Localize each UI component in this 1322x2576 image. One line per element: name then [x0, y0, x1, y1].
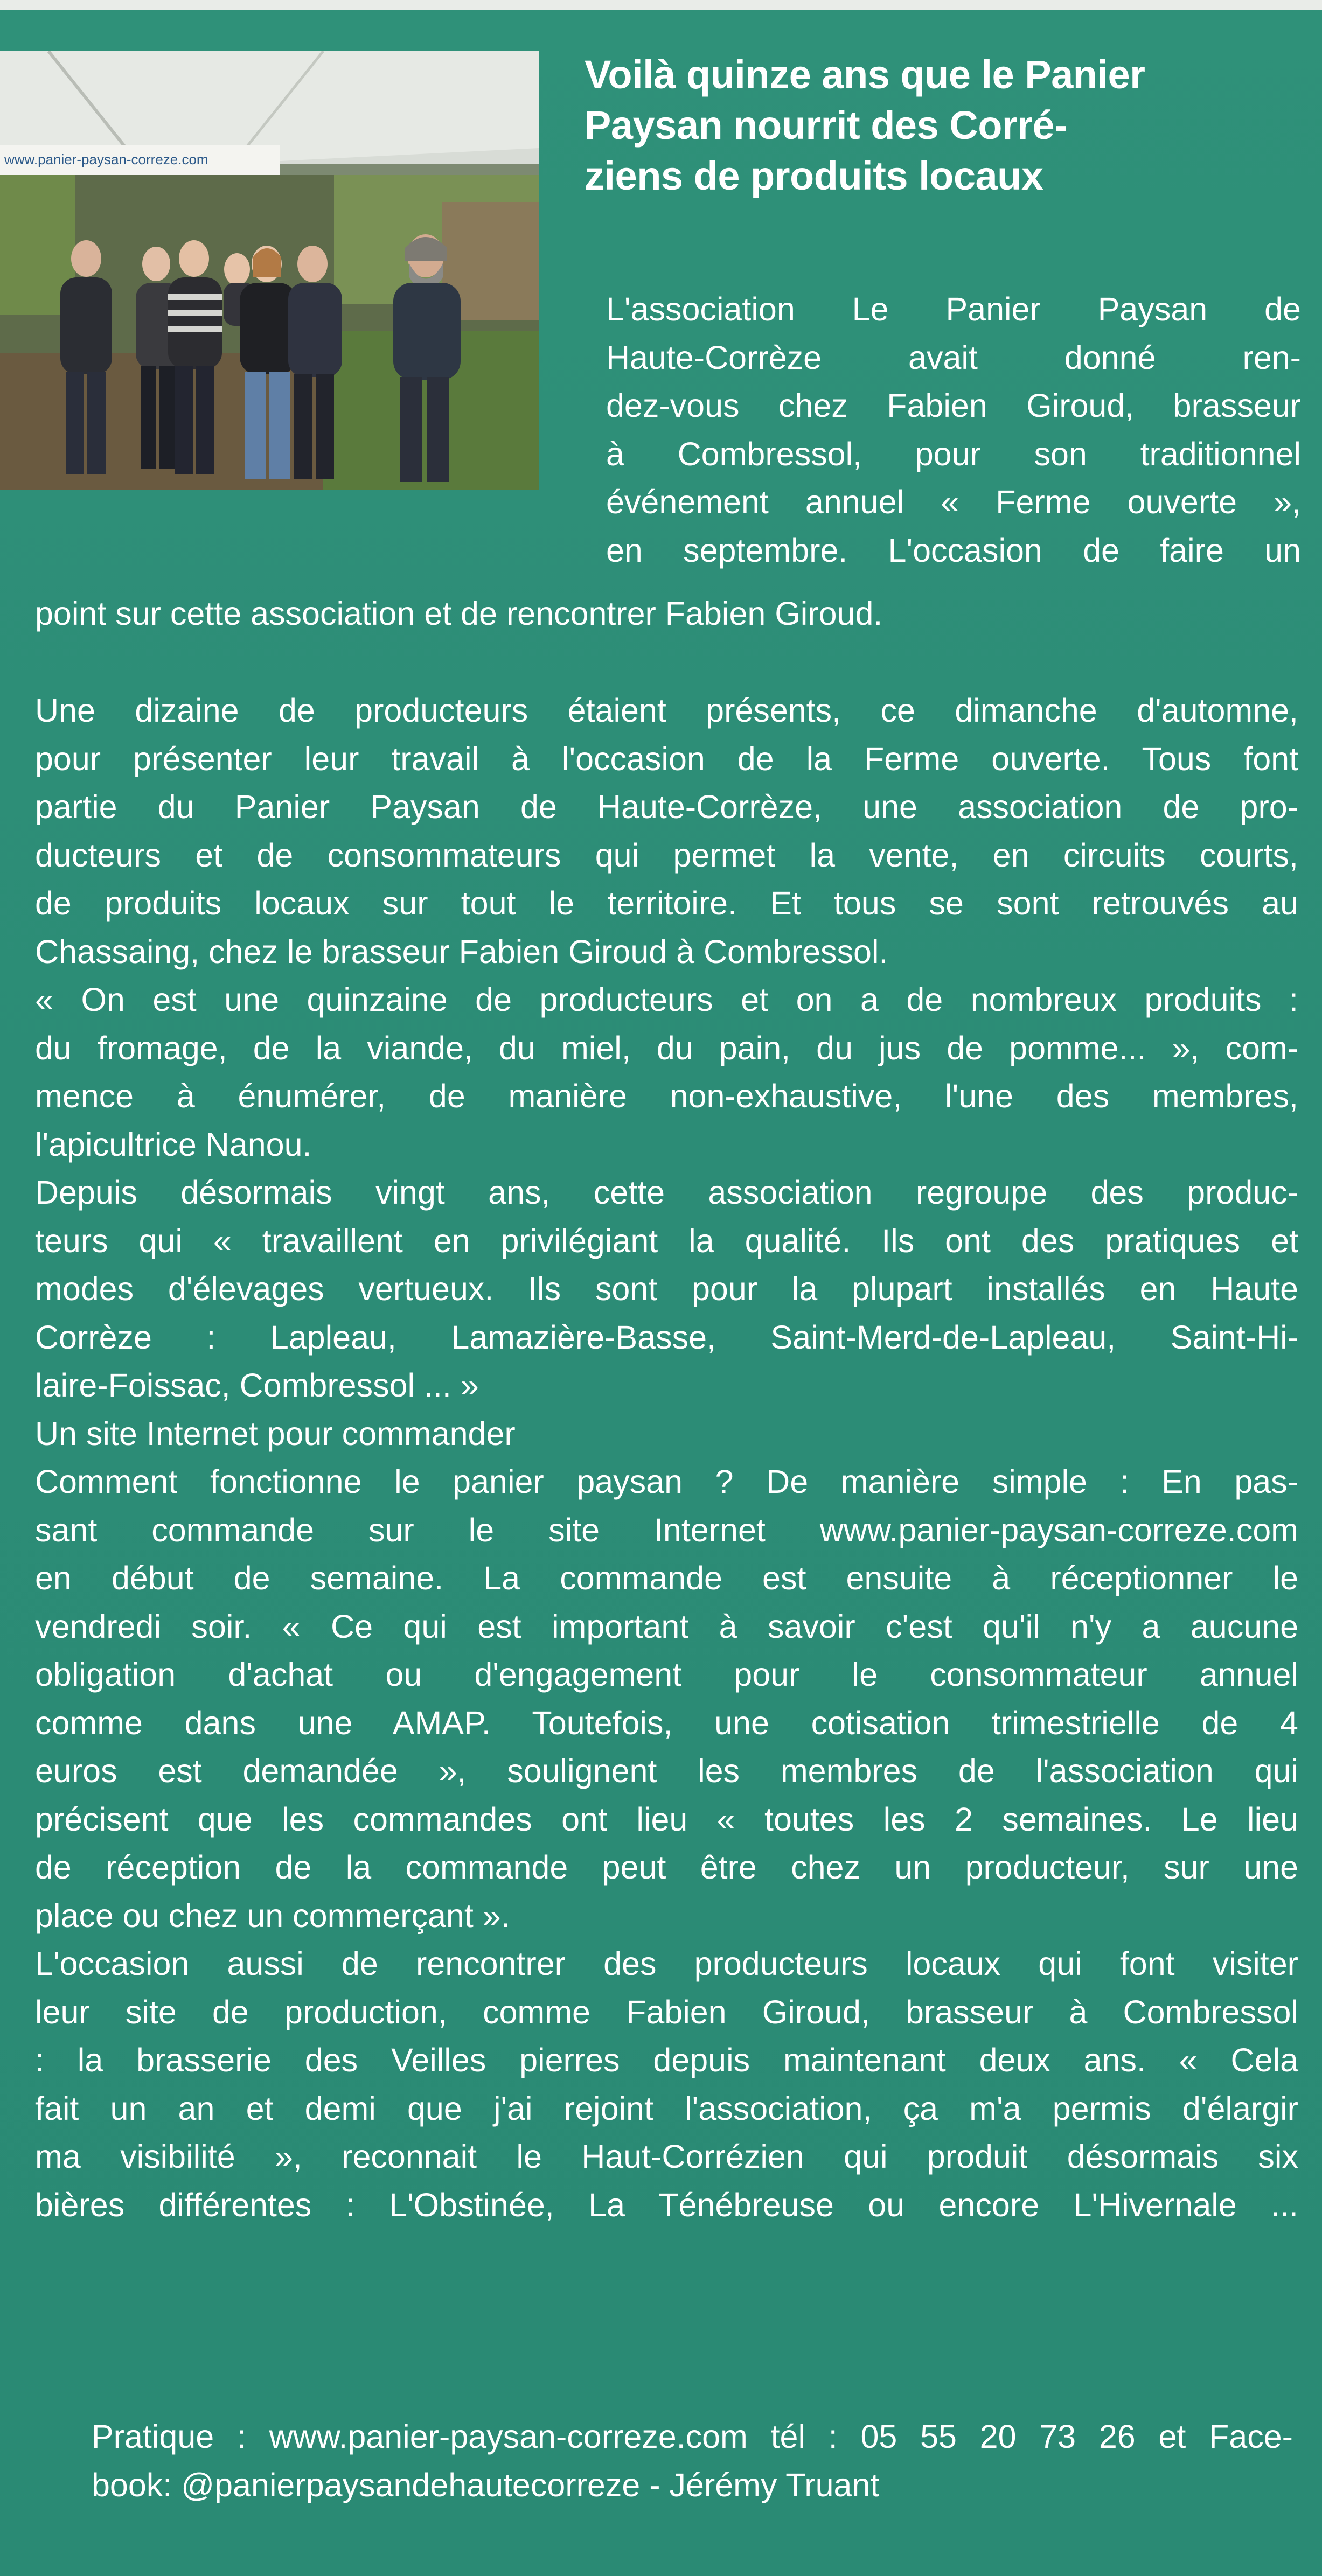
body-line: de produits locaux sur tout le territoire. Et tous se sont retrouvés au — [35, 885, 1298, 922]
article-headline — [585, 50, 1296, 201]
body-line: modes d'élevages vertueux. Ils sont pour la plupart installés en Haute — [35, 1270, 1298, 1307]
headline-line: ziens de produits locaux — [585, 153, 1043, 198]
group-photo-illustration — [0, 51, 539, 490]
article-body — [35, 687, 1298, 2229]
page-top-edge — [0, 0, 1322, 10]
lead-line: événement annuel « Ferme ouverte », — [606, 484, 1301, 520]
article-photo — [0, 51, 539, 490]
body-line: bières différentes : L'Obstinée, La Ténébreuse ou encore L'Hivernale ... — [35, 2186, 1298, 2223]
body-line: obligation d'achat ou d'engagement pour le consommateur annuel — [35, 1656, 1298, 1693]
body-line: partie du Panier Paysan de Haute-Corrèze, une association de pro- — [35, 788, 1298, 825]
body-line: pour présenter leur travail à l'occasion de la Ferme ouverte. Tous font — [35, 740, 1298, 777]
body-line: Depuis désormais vingt ans, cette association regroupe des produc- — [35, 1174, 1298, 1211]
body-line: précisent que les commandes ont lieu « toutes les 2 semaines. Le lieu — [35, 1800, 1298, 1838]
headline-line: Voilà quinze ans que le Panier — [585, 52, 1145, 97]
body-line: L'occasion aussi de rencontrer des producteurs locaux qui font visiter — [35, 1945, 1298, 1982]
body-line: Comment fonctionne le panier paysan ? De manière simple : En pas- — [35, 1463, 1298, 1500]
body-line: leur site de production, comme Fabien Giroud, brasseur à Combressol — [35, 1993, 1298, 2030]
body-line: ma visibilité », reconnait le Haut-Corrézien qui produit désormais six — [35, 2138, 1298, 2175]
photo-banner-text: www.panier-paysan-correze.com — [4, 151, 208, 167]
lead-line: à Combressol, pour son traditionnel — [606, 435, 1301, 472]
body-line: mence à énumérer, de manière non-exhaustive, l'une des membres, — [35, 1078, 1298, 1114]
body-line: laire-Foissac, Combressol ... » — [35, 1367, 479, 1404]
body-line: Une dizaine de producteurs étaient présents, ce dimanche d'automne, — [35, 692, 1298, 729]
lead-line: en septembre. L'occasion de faire un — [606, 532, 1301, 569]
article-lead-continued — [35, 590, 1301, 638]
practical-info — [92, 2413, 1293, 2509]
body-line: place ou chez un commerçant ». — [35, 1897, 510, 1934]
lead-line: L'association Le Panier Paysan de — [606, 291, 1301, 327]
body-line: comme dans une AMAP. Toutefois, une cotisation trimestrielle de 4 — [35, 1704, 1298, 1741]
body-line: du fromage, de la viande, du miel, du pain, du jus de pomme... », com- — [35, 1029, 1298, 1066]
body-line: teurs qui « travaillent en privilégiant la qualité. Ils ont des pratiques et — [35, 1222, 1298, 1259]
lead-line: dez-vous chez Fabien Giroud, brasseur — [606, 387, 1301, 424]
body-line: sant commande sur le site Internet www.panier-paysan-correze.com — [35, 1511, 1298, 1548]
practical-info-line: book: @panierpaysandehautecorreze - Jérémy Truant — [92, 2466, 880, 2503]
practical-info-line: Pratique : www.panier-paysan-correze.com tél : 05 55 20 73 26 et Face- — [92, 2418, 1293, 2455]
headline-line: Paysan nourrit des Corré- — [585, 103, 1068, 148]
body-line: en début de semaine. La commande est ensuite à réceptionner le — [35, 1560, 1298, 1596]
subheading-line: Un site Internet pour commander — [35, 1415, 516, 1452]
body-line: Corrèze : Lapleau, Lamazière-Basse, Saint-Merd-de-Lapleau, Saint-Hi- — [35, 1318, 1298, 1356]
body-line: « On est une quinzaine de producteurs et on a de nombreux produits : — [35, 981, 1298, 1018]
body-line: : la brasserie des Veilles pierres depuis maintenant deux ans. « Cela — [35, 2042, 1298, 2078]
article-lead — [606, 285, 1301, 575]
lead-line: point sur cette association et de rencontrer Fabien Giroud. — [35, 595, 883, 632]
body-line: Chassaing, chez le brasseur Fabien Giroud à Combressol. — [35, 933, 888, 970]
body-line: vendredi soir. « Ce qui est important à savoir c'est qu'il n'y a aucune — [35, 1608, 1298, 1645]
body-line: ducteurs et de consommateurs qui permet la vente, en circuits courts, — [35, 836, 1298, 874]
body-line: euros est demandée », soulignent les membres de l'association qui — [35, 1753, 1298, 1789]
lead-line: Haute-Corrèze avait donné ren- — [606, 339, 1301, 376]
body-line: l'apicultrice Nanou. — [35, 1126, 312, 1163]
body-line: de réception de la commande peut être chez un producteur, sur une — [35, 1849, 1298, 1886]
body-line: fait un an et demi que j'ai rejoint l'association, ça m'a permis d'élargir — [35, 2090, 1298, 2127]
